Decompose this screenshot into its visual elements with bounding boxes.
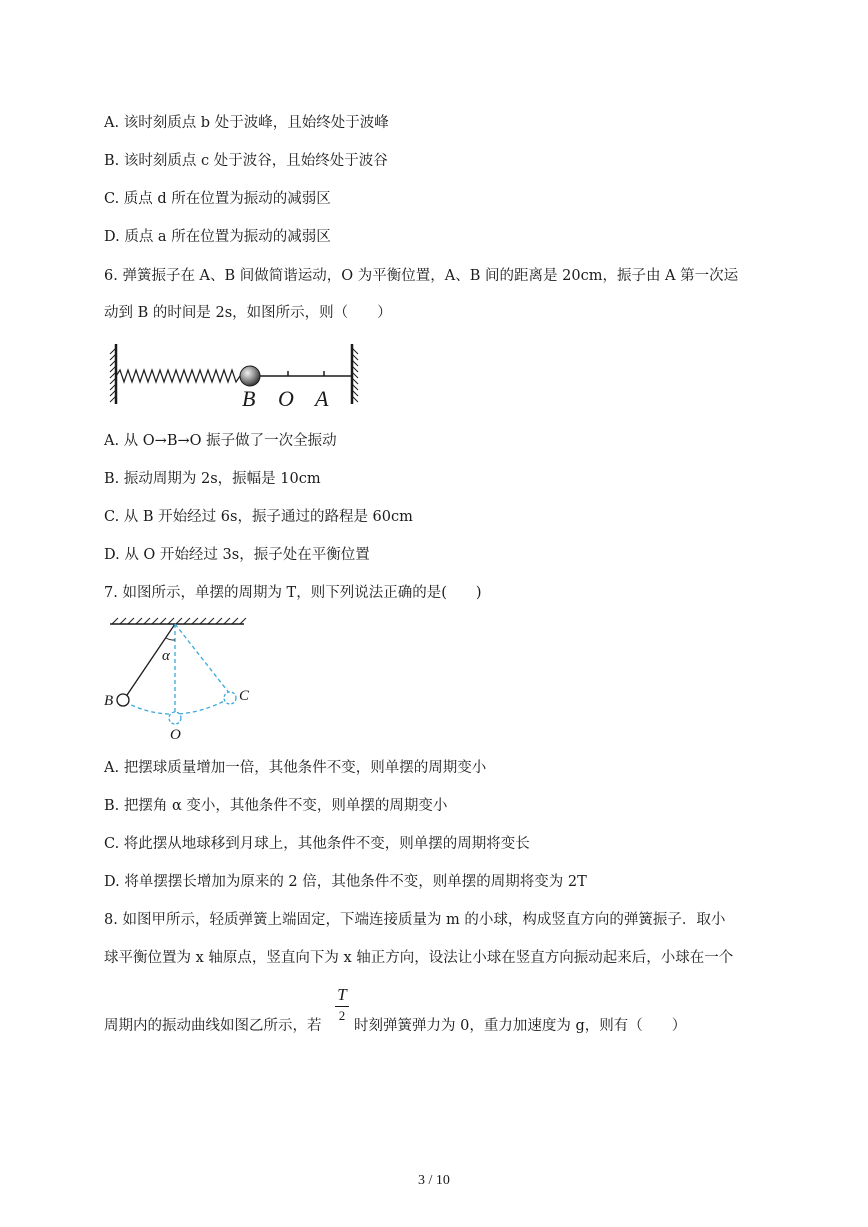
pendulum-figure [104, 616, 254, 742]
label-c: C [239, 688, 250, 704]
q7-option-d: D. 将单摆摆长增加为原来的 2 倍，其他条件不变，则单摆的周期将变为 2T [104, 874, 587, 890]
q6-option-d: D. 从 O 开始经过 3s，振子处在平衡位置 [104, 547, 370, 563]
q8-stem-line3-before: 周期内的振动曲线如图乙所示，若 [104, 1018, 322, 1034]
label-alpha: α [162, 648, 170, 664]
pendulum-ball [117, 694, 129, 706]
oscillator-ball [240, 366, 260, 386]
fraction-numerator: T [337, 985, 347, 1004]
q5-option-d: D. 质点 a 所在位置为振动的减弱区 [104, 229, 331, 245]
spring-oscillator-figure [104, 340, 374, 415]
q7-stem: 7. 如图所示，单摆的周期为 T，则下列说法正确的是( ) [104, 585, 482, 601]
label-a: A [315, 386, 329, 411]
label-b: B [242, 386, 256, 411]
q6-option-b: B. 振动周期为 2s，振幅是 10cm [104, 471, 321, 487]
q5-option-a: A. 该时刻质点 b 处于波峰，且始终处于波峰 [104, 115, 389, 131]
q6-stem-line1: 6. 弹簧振子在 A、B 间做简谐运动，O 为平衡位置，A、B 间的距离是 20cm，振子由 A 第一次运 [104, 268, 739, 284]
page-number: 3 / 10 [418, 1173, 450, 1188]
q7-option-b: B. 把摆角 α 变小，其他条件不变，则单摆的周期变小 [104, 798, 448, 814]
q5-option-b: B. 该时刻质点 c 处于波谷，且始终处于波谷 [104, 153, 388, 169]
q8-stem-line1: 8. 如图甲所示，轻质弹簧上端固定，下端连接质量为 m 的小球，构成竖直方向的弹簧振子．取小 [104, 912, 726, 928]
spring [116, 370, 242, 382]
q7-option-a: A. 把摆球质量增加一倍，其他条件不变，则单摆的周期变小 [104, 760, 487, 776]
fraction-t-over-2 [333, 985, 351, 1024]
q8-stem-line3-after: 时刻弹簧弹力为 0，重力加速度为 g，则有（ ） [354, 1018, 687, 1034]
q8-stem-line2: 球平衡位置为 x 轴原点，竖直向下为 x 轴正方向，设法让小球在竖直方向振动起来后，小球在一个 [104, 950, 734, 966]
fraction-denominator: 2 [338, 1008, 346, 1023]
q6-option-a: A. 从 O→B→O 振子做了一次全振动 [104, 433, 337, 449]
q6-stem-line2: 动到 B 的时间是 2s，如图所示，则（ ） [104, 305, 392, 321]
label-o: O [278, 386, 294, 411]
q5-option-c: C. 质点 d 所在位置为振动的减弱区 [104, 191, 331, 207]
label-o: O [170, 727, 181, 742]
q6-option-c: C. 从 B 开始经过 6s，振子通过的路程是 60cm [104, 509, 413, 525]
q7-option-c: C. 将此摆从地球移到月球上，其他条件不变，则单摆的周期将变长 [104, 836, 530, 852]
label-b: B [104, 693, 114, 709]
